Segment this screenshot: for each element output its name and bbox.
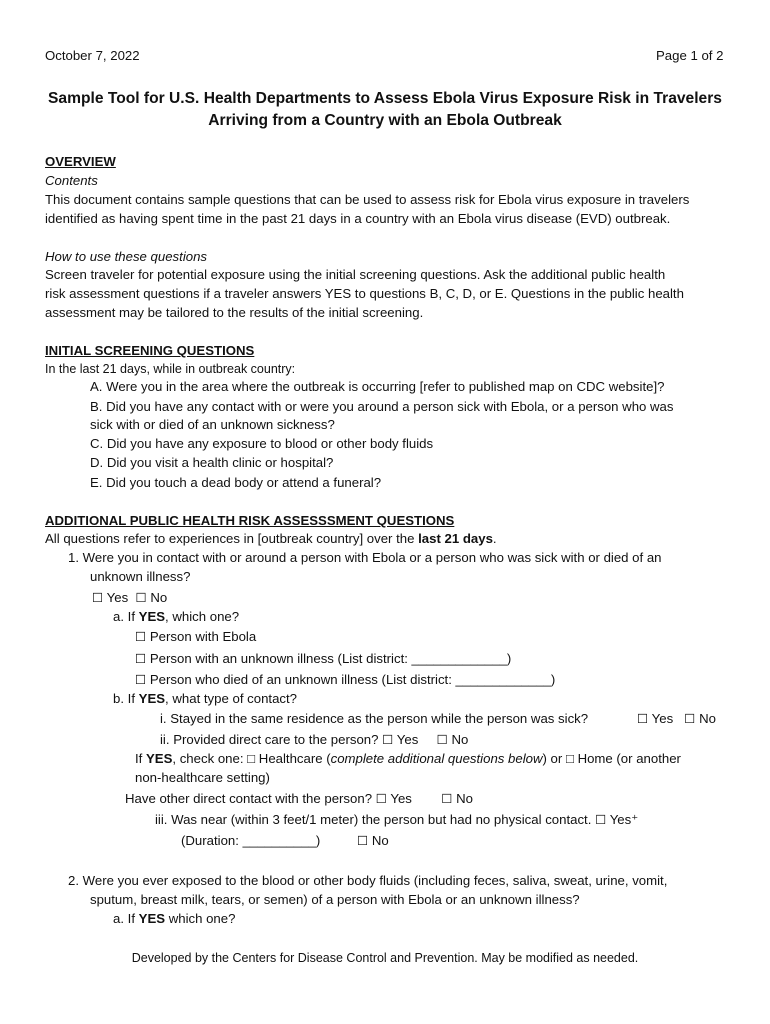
contents-label: Contents — [45, 173, 98, 188]
q1-yes-label: Yes — [106, 590, 129, 605]
howto-text-line2: risk assessment questions if a traveler answers YES to questions B, C, D, or E. Questions in the public health — [45, 286, 684, 301]
question-d: D. Did you visit a health clinic or hospital? — [90, 455, 334, 470]
option-ebola-checkbox[interactable]: ☐ — [135, 629, 147, 644]
q1a-prompt: a. If YES, which one? — [113, 609, 240, 624]
contents-text-line1: This document contains sample questions that can be used to assess risk for Ebola virus exposure in travelers — [45, 192, 690, 207]
option-unknown-illness-checkbox[interactable]: ☐ — [135, 651, 147, 666]
other-direct-yes-checkbox[interactable]: ☐ — [375, 791, 387, 806]
additional-questions-heading: ADDITIONAL PUBLIC HEALTH RISK ASSESSSMENT QUESTIONS — [45, 513, 455, 528]
option-unknown-illness: ☐ Person with an unknown illness (List district: _____________) — [135, 651, 512, 666]
howto-label: How to use these questions — [45, 249, 208, 264]
howto-text-line1: Screen traveler for potential exposure using the initial screening questions. Ask the additional public health — [45, 267, 666, 282]
document-title-line2: Arriving from a Country with an Ebola Outbreak — [208, 112, 562, 129]
q1b-iii-yes-checkbox[interactable]: ☐ — [595, 812, 607, 827]
q1b-i: i. Stayed in the same residence as the person while the person was sick? — [160, 711, 589, 726]
footer-note: Developed by the Centers for Disease Control and Prevention. May be modified as needed. — [131, 951, 639, 965]
q1-no-checkbox[interactable]: ☐ — [135, 590, 147, 605]
q2a-prompt: a. If YES which one? — [113, 911, 236, 926]
q1b-ii: ii. Provided direct care to the person? ☐ Yes ☐ No — [160, 732, 469, 747]
question-2-line2: sputum, breast milk, tears, or semen) of a person with Ebola or an unknown illness? — [90, 892, 580, 907]
option-person-with-ebola: ☐ Person with Ebola — [135, 629, 257, 644]
option-died-unknown-illness: ☐ Person who died of an unknown illness (List district: _____________) — [135, 672, 556, 687]
question-c: C. Did you have any exposure to blood or other body fluids — [90, 436, 434, 451]
q1b-ii-no-checkbox[interactable]: ☐ — [436, 732, 448, 747]
q1b-i-yes-checkbox[interactable]: ☐ — [637, 711, 649, 726]
q1b-iii-no-checkbox[interactable]: ☐ — [356, 833, 369, 848]
q1b-ii-yes-checkbox[interactable]: ☐ — [382, 732, 394, 747]
option-died-checkbox[interactable]: ☐ — [135, 672, 147, 687]
other-direct-no-checkbox[interactable]: ☐ — [441, 791, 453, 806]
question-1-line2: unknown illness? — [90, 569, 191, 584]
q1b-i-no-checkbox[interactable]: ☐ — [684, 711, 696, 726]
overview-heading: OVERVIEW — [45, 154, 116, 169]
question-1-line1: 1. Were you in contact with or around a person with Ebola or a person who was sick with or died of an — [68, 550, 662, 565]
setting-check-line2: non-healthcare setting) — [135, 770, 270, 785]
document-date: October 7, 2022 — [45, 48, 140, 63]
q1-yes-checkbox[interactable]: ☐ — [92, 590, 104, 605]
howto-text-line3: assessment may be tailored to the results of the initial screening. — [45, 305, 424, 320]
question-b-line2: sick with or died of an unknown sickness? — [90, 417, 335, 432]
question-e: E. Did you touch a dead body or attend a funeral? — [90, 475, 382, 490]
initial-screening-intro: In the last 21 days, while in outbreak country: — [45, 362, 296, 376]
document-title-line1: Sample Tool for U.S. Health Departments to Assess Ebola Virus Exposure Risk in Travelers — [48, 90, 722, 107]
q1-no-label: No — [150, 590, 168, 605]
setting-check-line1: If YES, check one: □ Healthcare (complete additional questions below) or □ Home (or another — [135, 751, 681, 766]
page-number: Page 1 of 2 — [656, 48, 724, 63]
question-2-line1: 2. Were you ever exposed to the blood or other body fluids (including feces, saliva, sweat, urine, vomit, — [68, 873, 668, 888]
contents-text-line2: identified as having spent time in the past 21 days in a country with an Ebola virus disease (EVD) outbreak. — [45, 211, 671, 226]
question-b-line1: B. Did you have any contact with or were you around a person sick with Ebola, or a person who was — [90, 399, 674, 414]
question-a: A. Were you in the area where the outbreak is occurring [refer to published map on CDC website]? — [90, 379, 665, 394]
initial-screening-heading: INITIAL SCREENING QUESTIONS — [45, 343, 255, 358]
q1b-i-answers: ☐ Yes ☐ No — [637, 711, 716, 726]
additional-intro: All questions refer to experiences in [outbreak country] over the last 21 days. — [45, 531, 497, 546]
q1b-iii: iii. Was near (within 3 feet/1 meter) the person but had no physical contact. ☐ Yes⁺ — [155, 812, 639, 827]
other-direct-contact: Have other direct contact with the person? ☐ Yes ☐ No — [125, 791, 473, 806]
q1b-prompt: b. If YES, what type of contact? — [113, 691, 297, 706]
q1-answer-row — [92, 589, 167, 607]
q1b-iii-duration: (Duration: __________) ☐ No — [181, 833, 389, 848]
